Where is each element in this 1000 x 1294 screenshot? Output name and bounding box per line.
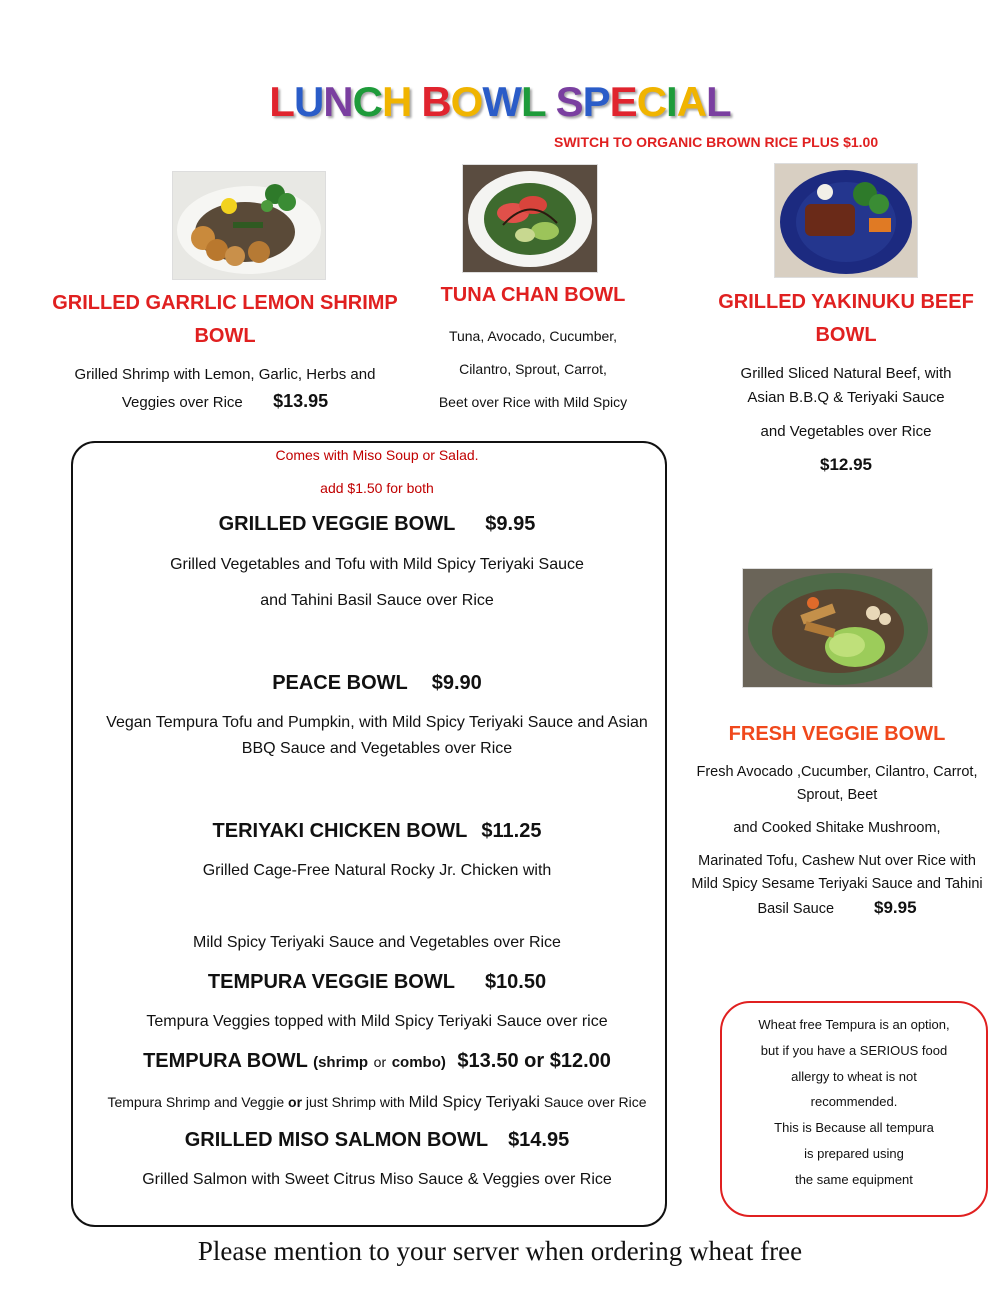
beef-bowl-photo: [774, 163, 918, 278]
title-letter: L: [520, 78, 546, 125]
title-letter: C: [352, 78, 382, 125]
shrimp-bowl-title: GRILLED GARRLIC LEMON SHRIMP BOWL: [52, 292, 398, 347]
menu-item-title: TEMPURA BOWL (shrimp or combo) $13.50 or $12.00: [143, 1050, 611, 1072]
fresh-veggie-bowl-price: $9.95: [874, 898, 917, 917]
title-letter: C: [636, 78, 667, 125]
menu-item-description: Vegan Tempura Tofu and Pumpkin, with Mild Spicy Teriyaki Sauce and Asian: [106, 714, 648, 731]
menu-item-title: PEACE BOWL $9.90: [272, 672, 482, 694]
menu-item-title: TEMPURA VEGGIE BOWL $10.50: [207, 971, 547, 993]
title-letter: L: [706, 78, 731, 125]
menu-item-description: Grilled Vegetables and Tofu with Mild Spicy Teriyaki Sauce: [170, 556, 584, 573]
miso-soup-note: Comes with Miso Soup or Salad.: [275, 447, 479, 463]
page-title: [0, 78, 1000, 126]
title-letter: W: [482, 78, 521, 125]
allergy-line: the same equipment: [795, 1172, 913, 1187]
beef-bowl-title: GRILLED YAKINUKU BEEF BOWL: [718, 291, 974, 346]
title-letter: O: [450, 78, 483, 125]
title-letter: S: [555, 78, 583, 125]
allergy-line: This is Because all tempura: [774, 1120, 934, 1135]
menu-item-title: TERIYAKI CHICKEN BOWL $11.25: [212, 820, 542, 842]
title-letter: H: [381, 78, 412, 125]
menu-item-title: GRILLED MISO SALMON BOWL $14.95: [184, 1129, 570, 1151]
brown-rice-note: SWITCH TO ORGANIC BROWN RICE PLUS $1.00: [554, 134, 879, 150]
add-both-note: add $1.50 for both: [320, 480, 434, 496]
menu-item-description: BBQ Sauce and Vegetables over Rice: [241, 740, 513, 757]
tuna-bowl-photo: [462, 164, 598, 273]
beef-bowl-description: Grilled Sliced Natural Beef, with Asian B.B.Q & Teriyaki Sauce and Vegetables over Rice: [740, 365, 952, 440]
menu-item-title: GRILLED VEGGIE BOWL $9.95: [218, 513, 536, 535]
shrimp-bowl-photo: [172, 171, 326, 280]
title-letter: [411, 78, 421, 126]
menu-item-description: Grilled Salmon with Sweet Citrus Miso Sauce & Veggies over Rice: [142, 1171, 612, 1188]
title-letter: A: [676, 78, 707, 125]
fresh-veggie-bowl-description: Fresh Avocado ,Cucumber, Cilantro, Carrot, Sprout, Beet and Cooked Shitake Mushroom, Marinated Tofu, Cashew Nut over Rice with Mild Spicy Sesame Teriyaki Sauce and Tahini Basil Sauce $9.95: [691, 764, 983, 917]
title-letter: [546, 78, 556, 126]
menu-item-description: Mild Spicy Teriyaki Sauce and Vegetables over Rice: [193, 934, 561, 951]
fresh-veggie-bowl-title: FRESH VEGGIE BOWL: [728, 723, 946, 745]
menu-item-description: and Tahini Basil Sauce over Rice: [260, 592, 494, 609]
shrimp-bowl-price: $13.95: [273, 391, 329, 411]
title-letter: L: [269, 78, 294, 125]
allergy-line: but if you have a SERIOUS food: [760, 1043, 948, 1058]
menu-item-description: Tempura Shrimp and Veggie or just Shrimp with Mild Spicy Teriyaki Sauce over Rice: [107, 1094, 647, 1111]
tuna-bowl-title: TUNA CHAN BOWL: [440, 284, 626, 306]
title-letter: P: [582, 78, 610, 125]
title-letter: I: [666, 78, 677, 125]
shrimp-bowl-description: Grilled Shrimp with Lemon, Garlic, Herbs and Veggies over Rice $13.95: [74, 366, 376, 411]
menu-item-description: Grilled Cage-Free Natural Rocky Jr. Chicken with: [202, 862, 552, 879]
allergy-line: allergy to wheat is not: [791, 1069, 917, 1084]
wheat-free-footer: Please mention to your server when ordering wheat free: [197, 1236, 803, 1266]
title-letter: U: [293, 78, 324, 125]
beef-bowl-price: $12.95: [820, 455, 872, 474]
allergy-line: is prepared using: [804, 1146, 904, 1161]
title-letter: B: [421, 78, 451, 125]
title-letter: N: [323, 78, 353, 125]
title-letter: E: [609, 78, 637, 125]
allergy-line: Wheat free Tempura is an option,: [758, 1017, 950, 1032]
allergy-line: recommended.: [810, 1094, 898, 1109]
tuna-bowl-description: Tuna, Avocado, Cucumber, Cilantro, Sprout, Carrot, Beet over Rice with Mild Spicy: [438, 328, 628, 410]
fresh-veggie-bowl-photo: [742, 568, 933, 688]
menu-item-description: Tempura Veggies topped with Mild Spicy Teriyaki Sauce over rice: [146, 1013, 608, 1030]
